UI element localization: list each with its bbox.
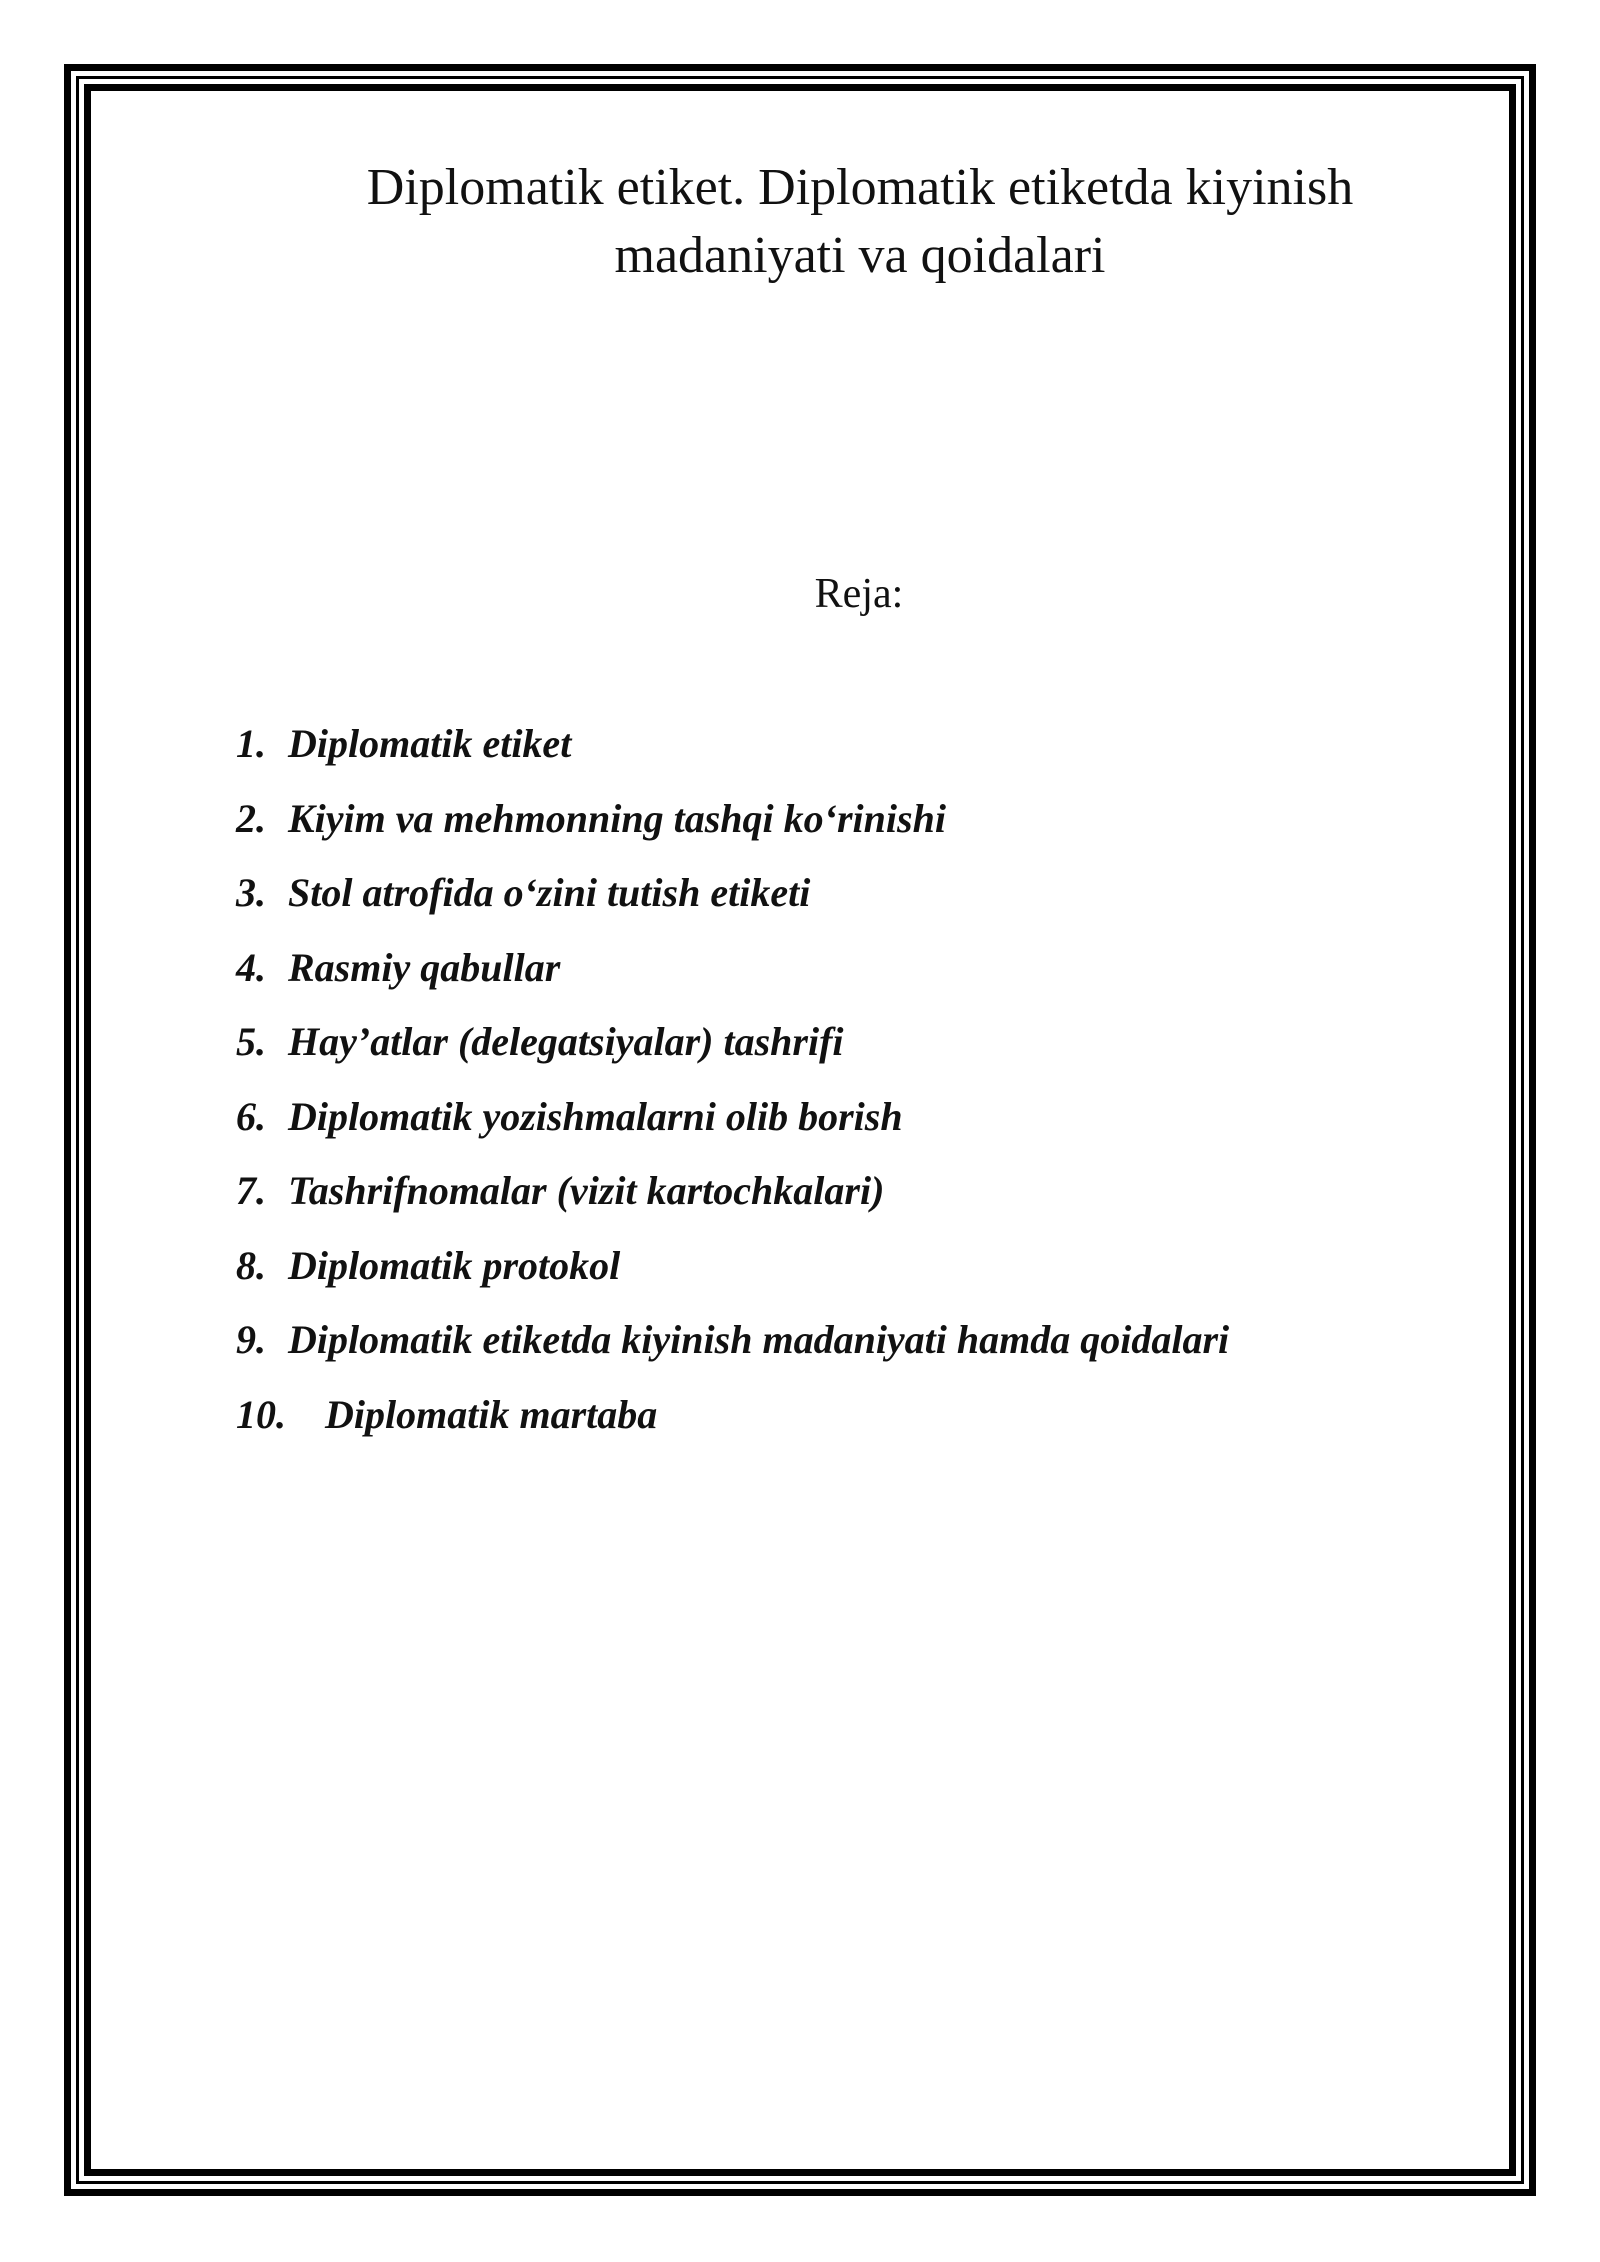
plan-item-number: 10. xyxy=(236,1391,286,1437)
plan-item-6 xyxy=(236,1091,1229,1166)
plan-item-8 xyxy=(236,1240,1229,1315)
plan-item-7 xyxy=(236,1165,1229,1240)
plan-item-number: 7. xyxy=(236,1168,266,1213)
plan-item-2 xyxy=(236,793,1229,868)
plan-item-4 xyxy=(236,942,1229,1017)
plan-item-number: 9. xyxy=(236,1317,266,1362)
plan-item-10 xyxy=(236,1389,1229,1464)
plan-item-text: Kiyim va mehmonning tashqi ko‘rinishi xyxy=(288,795,946,841)
document-title-line-2: madaniyati va qoidalari xyxy=(614,227,1106,284)
plan-item-text: Diplomatik yozishmalarni olib borish xyxy=(288,1093,903,1139)
plan-item-9 xyxy=(236,1314,1229,1389)
plan-item-text: Stol atrofida o‘zini tutish etiketi xyxy=(288,870,811,915)
plan-item-number: 6. xyxy=(236,1093,266,1139)
plan-item-1 xyxy=(236,718,1229,793)
plan-item-text: Diplomatik protokol xyxy=(288,1242,621,1288)
document-title xyxy=(230,154,1490,290)
plan-item-number: 1. xyxy=(236,721,266,766)
plan-item-number: 8. xyxy=(236,1242,266,1288)
plan-item-number: 3. xyxy=(236,870,266,915)
plan-item-text: Hay’atlar (delegatsiyalar) tashrifi xyxy=(288,1019,844,1064)
plan-item-text: Tashrifnomalar (vizit kartochkalari) xyxy=(288,1168,885,1213)
plan-item-text: Diplomatik etiket xyxy=(288,721,572,766)
plan-item-number: 4. xyxy=(236,944,266,990)
plan-item-text: Rasmiy qabullar xyxy=(288,944,561,990)
plan-item-number: 2. xyxy=(236,795,266,841)
plan-list xyxy=(236,718,1229,1463)
plan-item-text: Diplomatik etiketda kiyinish madaniyati hamda qoidalari xyxy=(288,1317,1230,1362)
plan-item-3 xyxy=(236,867,1229,942)
plan-heading: Reja: xyxy=(814,571,904,617)
document-title-line-1: Diplomatik etiket. Diplomatik etiketda kiyinish xyxy=(366,159,1354,216)
plan-item-text: Diplomatik martaba xyxy=(325,1391,658,1437)
plan-item-5 xyxy=(236,1016,1229,1091)
plan-item-number: 5. xyxy=(236,1019,266,1064)
